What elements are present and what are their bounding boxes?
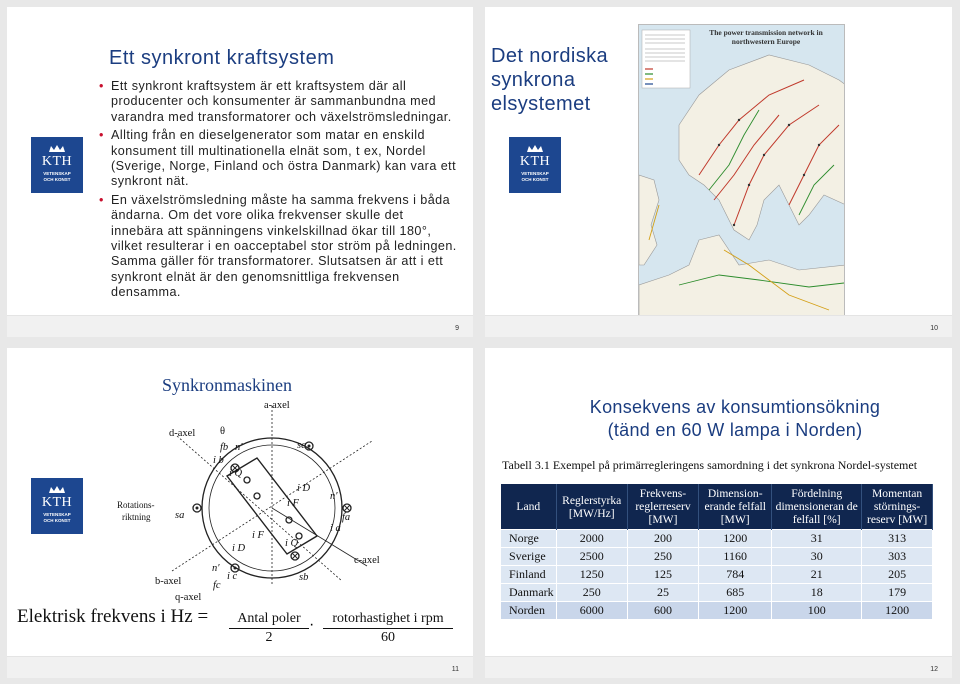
table-row	[501, 566, 933, 584]
svg-text:riktning: riktning	[122, 512, 151, 522]
table-cell: 31	[772, 530, 862, 548]
column-header: Momentan störnings-reserv [MW]	[862, 484, 933, 530]
table-cell: 1250	[556, 566, 627, 584]
svg-text:fb: fb	[220, 442, 229, 453]
table-cell: Finland	[501, 566, 556, 584]
page-number: 12	[930, 666, 938, 673]
slide-title: Ett synkront kraftsystem	[109, 47, 335, 69]
column-header: Fördelning dimensioneran de felfall [%]	[772, 484, 862, 530]
svg-text:i c: i c	[227, 571, 238, 582]
svg-text:sb: sb	[299, 572, 309, 583]
svg-text:i F: i F	[252, 530, 264, 541]
table-caption: Tabell 3.1 Exempel på primärregleringens samordning i det synkrona Nordel-systemet	[502, 458, 918, 472]
bullet-item: • Ett synkront kraftsystem är ett kraftsystem där all producenter och konsumenter är sammanbundna med varandra med transformatorer och växelströmsledningar.	[99, 79, 459, 125]
table-cell: 313	[862, 530, 933, 548]
table-cell: 685	[699, 584, 772, 602]
table-row	[501, 530, 933, 548]
page-footer	[7, 315, 473, 337]
svg-text:i F: i F	[287, 498, 299, 509]
svg-text:i D: i D	[297, 483, 311, 494]
svg-text:b-axel: b-axel	[155, 576, 182, 587]
fraction-poles: Antal poler 2	[229, 611, 309, 646]
table-cell: Norden	[501, 602, 556, 620]
svg-text:sc: sc	[297, 440, 306, 451]
page-footer	[485, 315, 952, 337]
map-graphic	[639, 25, 845, 321]
svg-text:n′: n′	[212, 563, 220, 574]
svg-text:Rotations-: Rotations-	[117, 500, 155, 510]
power-network-map	[638, 24, 845, 321]
svg-text:i b: i b	[213, 455, 224, 466]
column-header: Frekvens-reglerreserv [MW]	[627, 484, 698, 530]
crown-icon	[48, 144, 66, 153]
logo-name: KTH	[519, 154, 551, 169]
table-cell: 125	[627, 566, 698, 584]
table-cell: 6000	[556, 602, 627, 620]
slide-title: Det nordiska synkrona elsystemet	[491, 45, 609, 115]
svg-text:i Q: i Q	[229, 468, 243, 479]
svg-text:i a: i a	[330, 523, 341, 534]
table-cell: 250	[556, 584, 627, 602]
table-cell: 205	[862, 566, 933, 584]
svg-text:n′: n′	[330, 491, 338, 502]
svg-text:fc: fc	[213, 580, 221, 591]
logo-subtext: VETENSKAP OCH KONST	[43, 512, 71, 523]
table-cell: 600	[627, 602, 698, 620]
table-cell: 18	[772, 584, 862, 602]
regulation-table	[501, 484, 933, 619]
column-header: Reglerstyrka [MW/Hz]	[556, 484, 627, 530]
page-footer	[7, 656, 473, 678]
slide-title: Synkronmaskinen	[162, 375, 292, 395]
svg-text:c-axel: c-axel	[354, 555, 380, 566]
table-cell: 1200	[699, 530, 772, 548]
logo-subtext: VETENSKAP OCH KONST	[43, 171, 71, 182]
table-cell: Sverige	[501, 548, 556, 566]
logo-subtext: VETENSKAP OCH KONST	[521, 171, 549, 182]
column-header: Land	[501, 484, 556, 530]
table-cell: 21	[772, 566, 862, 584]
table-cell: 303	[862, 548, 933, 566]
table-cell: 2000	[556, 530, 627, 548]
table-cell: 100	[772, 602, 862, 620]
logo-name: KTH	[41, 154, 73, 169]
logo-name: KTH	[41, 495, 73, 510]
table-cell: 1160	[699, 548, 772, 566]
svg-text:q-axel: q-axel	[175, 592, 202, 603]
slide-12	[485, 348, 952, 678]
slide-9	[7, 7, 473, 337]
crown-icon	[526, 144, 544, 153]
svg-text:i Q: i Q	[285, 538, 299, 549]
kth-logo	[509, 137, 561, 193]
table-cell: 250	[627, 548, 698, 566]
svg-text:n′: n′	[235, 442, 243, 453]
table-row-total	[501, 602, 933, 620]
slide-title: Konsekvens av konsumtionsökning (tänd en 60 W lampa i Norden)	[589, 397, 881, 440]
table-cell: 2500	[556, 548, 627, 566]
svg-text:sa: sa	[175, 510, 185, 521]
kth-logo	[31, 137, 83, 193]
page-number: 10	[930, 325, 938, 332]
table-header-row	[501, 484, 933, 530]
svg-text:fa: fa	[342, 512, 351, 523]
table-row	[501, 584, 933, 602]
table-cell: 30	[772, 548, 862, 566]
table-cell: 200	[627, 530, 698, 548]
map-title: The power transmission network in northwestern Europe	[709, 28, 823, 46]
bullet-list	[99, 79, 459, 304]
column-header: Dimension-erande felfall [MW]	[699, 484, 772, 530]
table-cell: 179	[862, 584, 933, 602]
crown-icon	[48, 485, 66, 494]
slide-10	[485, 7, 952, 337]
table-cell: 784	[699, 566, 772, 584]
table-cell: Danmark	[501, 584, 556, 602]
page-number: 11	[451, 666, 459, 673]
fraction-speed: rotorhastighet i rpm 60	[323, 611, 453, 646]
frequency-formula: Elektrisk frekvens i Hz =	[17, 606, 209, 627]
table-cell: 25	[627, 584, 698, 602]
svg-text:a-axel: a-axel	[264, 400, 290, 411]
svg-text:θ: θ	[220, 426, 226, 437]
multiply-dot: ·	[309, 616, 315, 633]
table-cell: 1200	[699, 602, 772, 620]
svg-text:d-axel: d-axel	[169, 428, 196, 439]
svg-text:i D: i D	[232, 543, 246, 554]
bullet-item: • Allting från en dieselgenerator som matar en enskild konsument till multinationella elnät som, t ex, Nordel (Sverige, Norge, Finland och östra Danmark) kan vara ett synkront nät.	[99, 128, 459, 190]
kth-logo	[31, 478, 83, 534]
table-cell: 1200	[862, 602, 933, 620]
slide-11	[7, 348, 473, 678]
page-footer	[485, 656, 952, 678]
table-row	[501, 548, 933, 566]
synchronous-machine-diagram	[117, 396, 387, 606]
bullet-item: • En växelströmsledning måste ha samma frekvens i båda ändarna. Om det vore olika frekvenser skulle det innebära att spänningens vinkelskillnad ökar till 180°, vilket resulterar i en oacceptabel stor ström på ledningen. Samma gäller för transformatorer. Slutsatsen är att i ett synkront elnät är den genomsnittliga frekvensen densamma.	[99, 193, 459, 301]
page-number: 9	[455, 325, 459, 332]
table-cell: Norge	[501, 530, 556, 548]
